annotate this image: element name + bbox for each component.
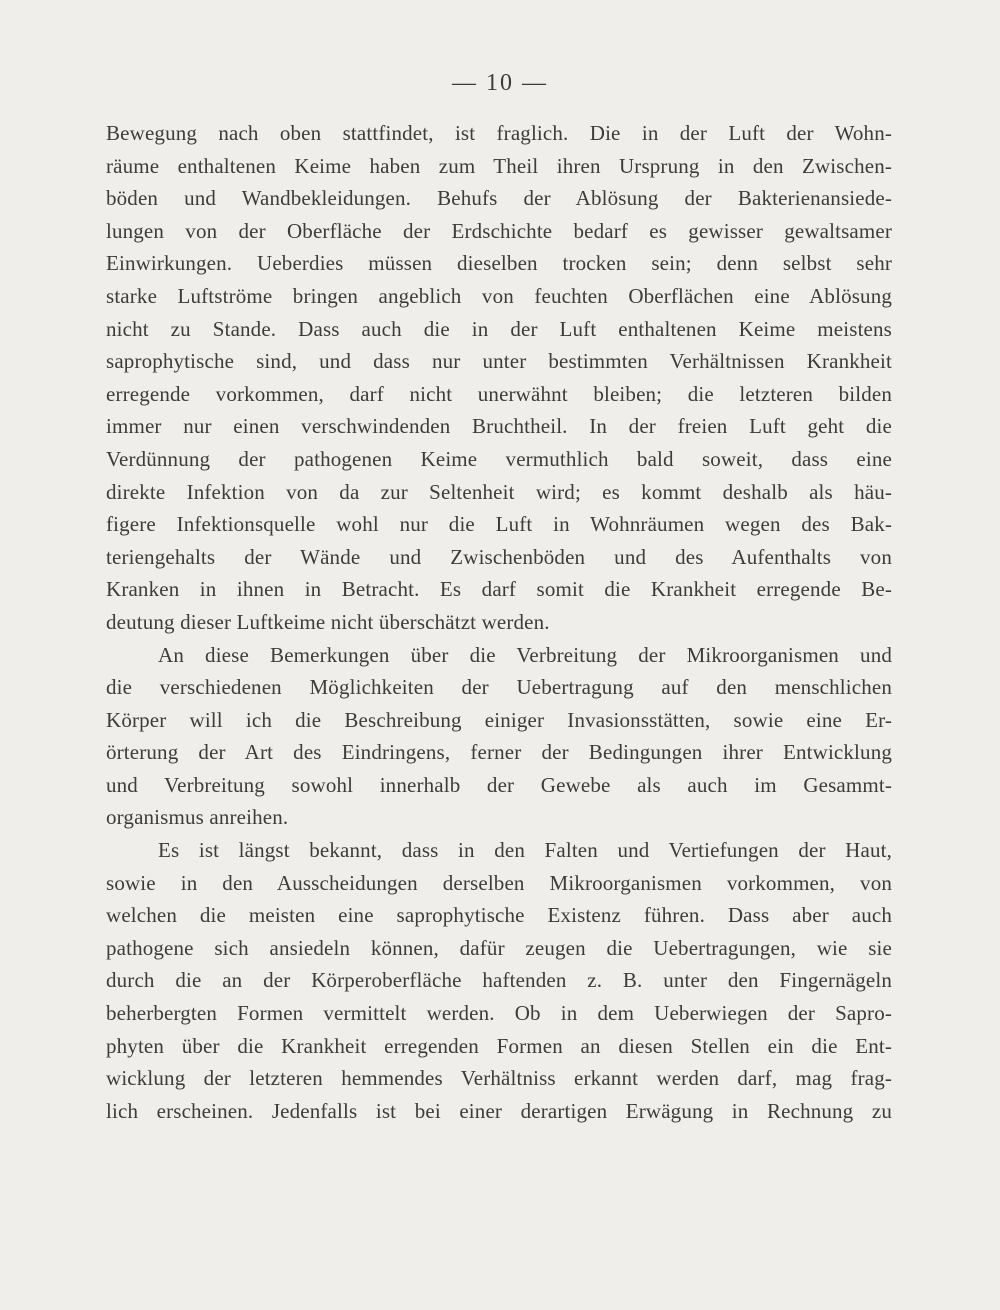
text-line: örterung der Art des Eindringens, ferner der Bedingungen ihrer Entwicklung <box>106 740 892 765</box>
text-line: räume enthaltenen Keime haben zum Theil ihren Ursprung in den Zwischen- <box>106 153 892 178</box>
text-line: organismus anreihen. <box>106 805 289 830</box>
text-line: durch die an der Körperoberfläche haftenden z. B. unter den Fingernägeln <box>106 968 892 993</box>
text-line: starke Luftströme bringen angeblich von feuchten Oberflächen eine Ablösung <box>106 283 892 308</box>
text-line: immer nur einen verschwindenden Bruchtheil. In der freien Luft geht die <box>106 414 892 439</box>
text-line: wicklung der letzteren hemmendes Verhältniss erkannt werden darf, mag frag- <box>106 1066 892 1091</box>
text-line: und Verbreitung sowohl innerhalb der Gewebe als auch im Gesammt- <box>106 772 892 797</box>
text-line: Bewegung nach oben stattfindet, ist fraglich. Die in der Luft der Wohn- <box>106 121 892 145</box>
text-line: deutung dieser Luftkeime nicht überschätzt werden. <box>106 609 550 634</box>
text-line: lungen von der Oberfläche der Erdschichte bedarf es gewisser gewaltsamer <box>106 218 892 243</box>
text-line: pathogene sich ansiedeln können, dafür zeugen die Uebertragungen, wie sie <box>106 935 892 960</box>
text-line: Einwirkungen. Ueberdies müssen dieselben trocken sein; denn selbst sehr <box>106 251 892 276</box>
text-line: Verdünnung der pathogenen Keime vermuthlich bald soweit, dass eine <box>106 446 892 471</box>
text-line: saprophytische sind, und dass nur unter bestimmten Verhältnissen Krankheit <box>106 349 892 374</box>
text-line: die verschiedenen Möglichkeiten der Uebertragung auf den menschlichen <box>106 675 892 700</box>
text-line: Körper will ich die Beschreibung einiger Invasionsstätten, sowie eine Er- <box>106 707 892 732</box>
text-line: phyten über die Krankheit erregenden Formen an diesen Stellen ein die Ent- <box>106 1033 892 1058</box>
text-line: lich erscheinen. Jedenfalls ist bei einer derartigen Erwägung in Rechnung zu <box>106 1098 892 1123</box>
text-line: figere Infektionsquelle wohl nur die Luft in Wohnräumen wegen des Bak- <box>106 512 892 537</box>
text-line: welchen die meisten eine saprophytische Existenz führen. Dass aber auch <box>106 903 892 928</box>
text-line: teriengehalts der Wände und Zwischenböden und des Aufenthalts von <box>106 544 892 569</box>
text-line: An diese Bemerkungen über die Verbreitung der Mikroorganismen und <box>158 642 892 667</box>
text-line: sowie in den Ausscheidungen derselben Mikroorganismen vorkommen, von <box>106 870 892 895</box>
text-line: böden und Wandbekleidungen. Behufs der Ablösung der Bakterienansiede- <box>106 186 892 211</box>
text-line: Kranken in ihnen in Betracht. Es darf somit die Krankheit erregende Be- <box>106 577 892 602</box>
text-line: direkte Infektion von da zur Seltenheit wird; es kommt deshalb als häu- <box>106 479 892 504</box>
text-line: nicht zu Stande. Dass auch die in der Luft enthaltenen Keime meistens <box>106 316 892 341</box>
text-line: beherbergten Formen vermittelt werden. Ob in dem Ueberwiegen der Sapro- <box>106 1001 892 1026</box>
text-line: erregende vorkommen, darf nicht unerwähnt bleiben; die letzteren bilden <box>106 381 892 406</box>
text-line: Es ist längst bekannt, dass in den Falten und Vertiefungen der Haut, <box>158 838 892 863</box>
body-text <box>106 117 892 1127</box>
page-number: — 10 — <box>452 70 548 96</box>
